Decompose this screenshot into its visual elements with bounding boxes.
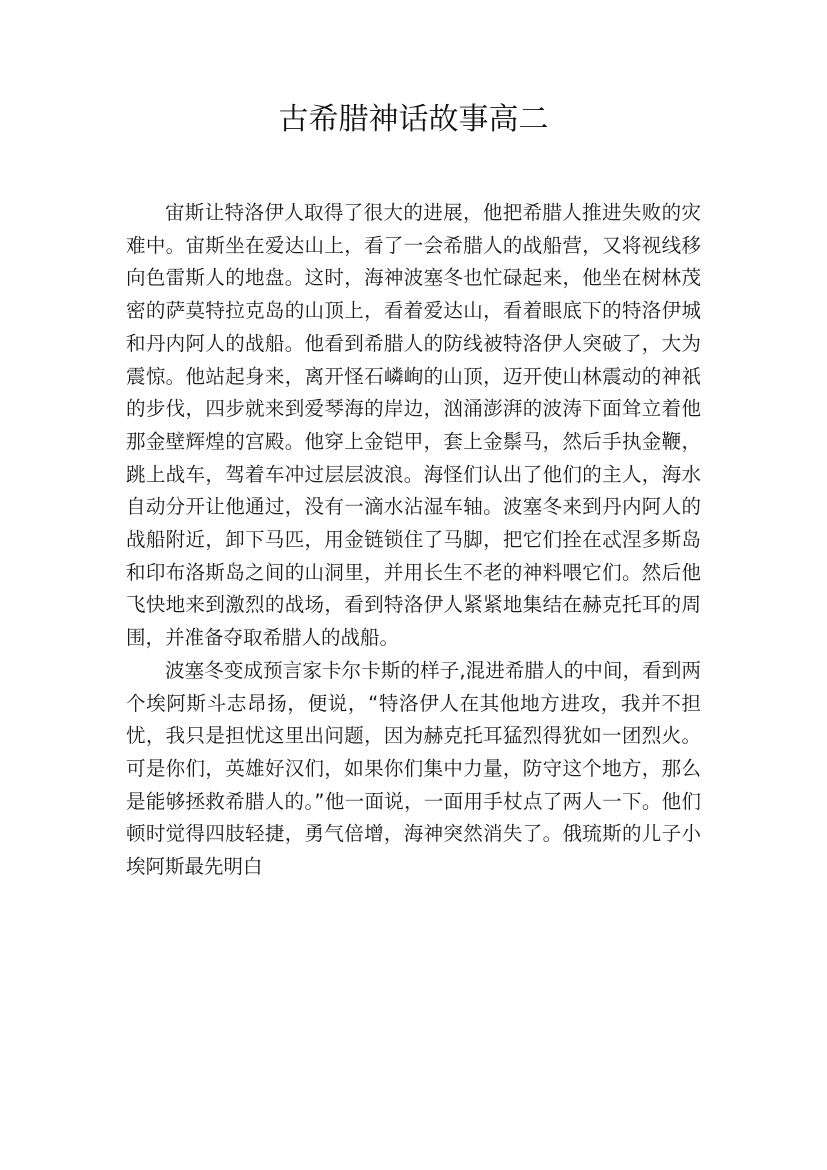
paragraph-1: 宙斯让特洛伊人取得了很大的进展，他把希腊人推进失败的灾难中。宙斯坐在爱达山上，看了一会希腊人的战船营，又将视线移向色雷斯人的地盘。这时，海神波塞冬也忙碌起来，他坐在树林茂密的萨莫特拉克岛的山顶上，看着爱达山，看着眼底下的特洛伊城和丹内阿人的战船。他看到希腊人的防线被特洛伊人突破了，大为震惊。他站起身来，离开怪石嶙峋的山顶，迈开使山林震动的神祇的步伐，四步就来到爱琴海的岸边，汹涌澎湃的波涛下面耸立着他那金壁辉煌的宫殿。他穿上金铠甲，套上金鬃马，然后手执金鞭，跳上战车，驾着车冲过层层波浪。海怪们认出了他们的主人，海水自动分开让他通过，没有一滴水沾湿车轴。波塞冬来到丹内阿人的战船附近，卸下马匹，用金链锁住了马脚，把它们拴在忒涅多斯岛和印布洛斯岛之间的山洞里，并用长生不老的神料喂它们。然后他飞快地来到激烈的战场，看到特洛伊人紧紧地集结在赫克托耳的周围，并准备夺取希腊人的战船。: [126, 201, 701, 650]
paragraph-2: 波塞冬变成预言家卡尔卡斯的样子,混进希腊人的中间，看到两个埃阿斯斗志昂扬，便说，“特洛伊人在其他地方进攻，我并不担忧，我只是担忧这里出问题，因为赫克托耳猛烈得犹如一团烈火。可是你们，英雄好汉们，如果你们集中力量，防守这个地方，那么是能够拯救希腊人的。”他一面说，一面用手杖点了两人一下。他们顿时觉得四肢轻捷，勇气倍增，海神突然消失了。俄琉斯的儿子小埃阿斯最先明白: [126, 658, 701, 879]
document-body: [126, 197, 701, 884]
document-title: 古希腊神话故事高二: [278, 102, 549, 137]
